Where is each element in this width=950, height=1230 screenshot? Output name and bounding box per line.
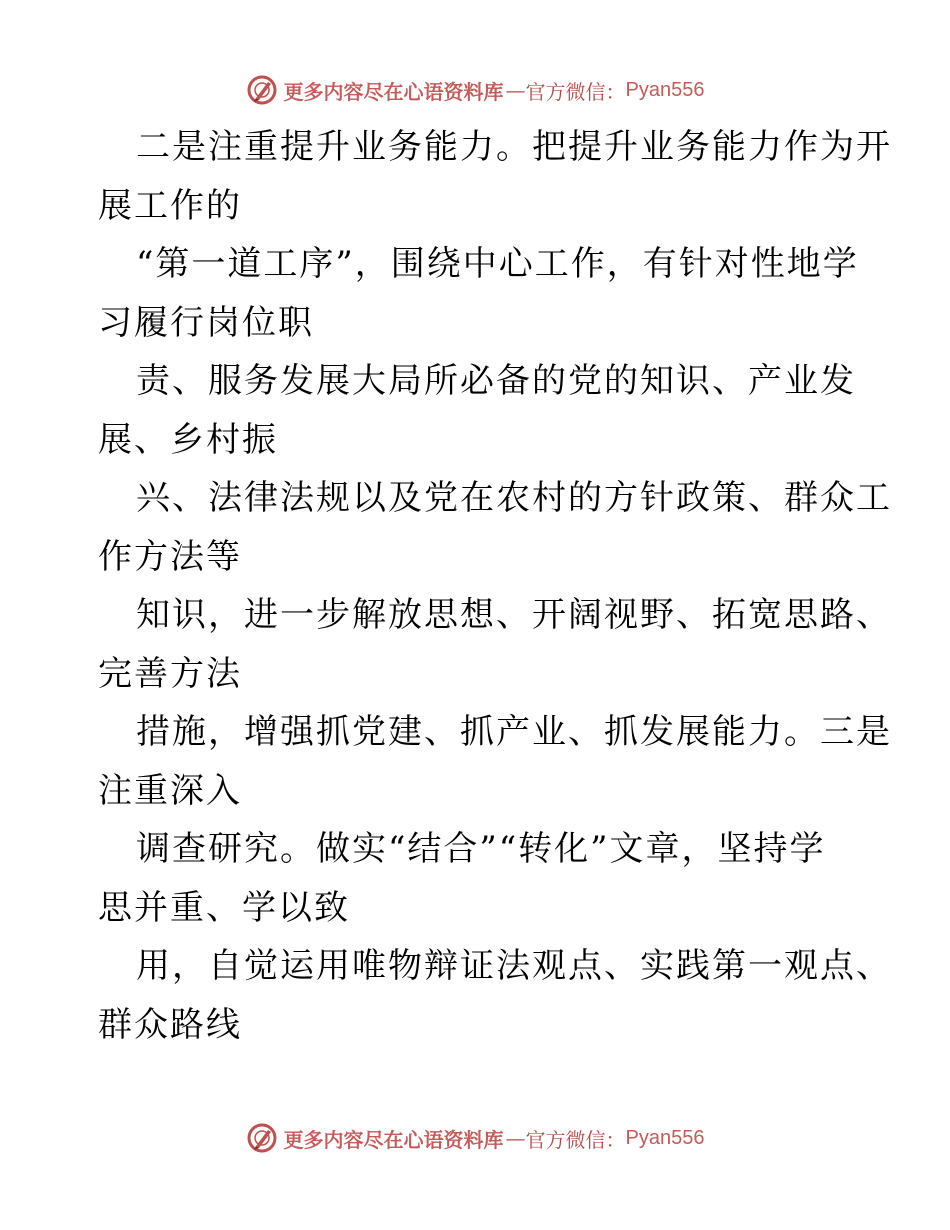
paragraph-line: 用，自觉运用唯物辩证法观点、实践第一观点、 [136, 946, 892, 986]
paragraph-line: “第一道工序”，围绕中心工作，有针对性地学 [136, 244, 859, 284]
watermark-site-name: 更多内容尽在心语资料库 [283, 79, 504, 104]
paragraph-line: 完善方法 [98, 653, 242, 694]
watermark-wechat-id: Pyan556 [625, 78, 705, 101]
paragraph-line: 习履行岗位职 [98, 302, 314, 343]
text-paragraph [98, 118, 892, 235]
paragraph-line: 二是注重提升业务能力。把提升业务能力作为开 [136, 127, 892, 167]
text-paragraph [98, 820, 858, 937]
paragraph-line: 思并重、学以致 [98, 887, 350, 928]
paragraph-line: 措施，增强抓党建、抓产业、抓发展能力。三是 [136, 712, 892, 752]
text-paragraph [98, 352, 858, 469]
paragraph-line: 知识，进一步解放思想、开阔视野、拓宽思路、 [136, 595, 892, 635]
footer-watermark [0, 1118, 950, 1158]
pen-logo-icon [246, 74, 278, 106]
watermark-dash: — [505, 78, 524, 102]
watermark-wechat-label: 官方微信： [525, 79, 626, 104]
pen-logo-icon [246, 1122, 278, 1154]
watermark-wechat-id: Pyan556 [625, 1126, 705, 1149]
paragraph-line: 兴、法律法规以及党在农村的方针政策、群众工 [136, 478, 892, 518]
paragraph-line: 群众路线 [98, 1004, 242, 1045]
text-paragraph [98, 469, 892, 586]
text-paragraph [98, 235, 858, 352]
watermark-wechat-label: 官方微信： [525, 1127, 626, 1152]
paragraph-line: 注重深入 [98, 770, 242, 811]
paragraph-line: 责、服务发展大局所必备的党的知识、产业发 [136, 361, 856, 401]
paragraph-line: 展、乡村振 [98, 419, 278, 460]
text-paragraph [98, 937, 892, 1054]
paragraph-line: 调查研究。做实“结合”“转化”文章，坚持学 [136, 829, 826, 869]
paragraph-line: 作方法等 [98, 536, 242, 577]
watermark-site-name: 更多内容尽在心语资料库 [283, 1127, 504, 1152]
text-paragraph [98, 586, 892, 703]
body-text [98, 118, 892, 1054]
header-watermark [0, 70, 950, 110]
text-paragraph [98, 703, 892, 820]
paragraph-line: 展工作的 [98, 185, 242, 226]
watermark-dash: — [505, 1126, 524, 1150]
